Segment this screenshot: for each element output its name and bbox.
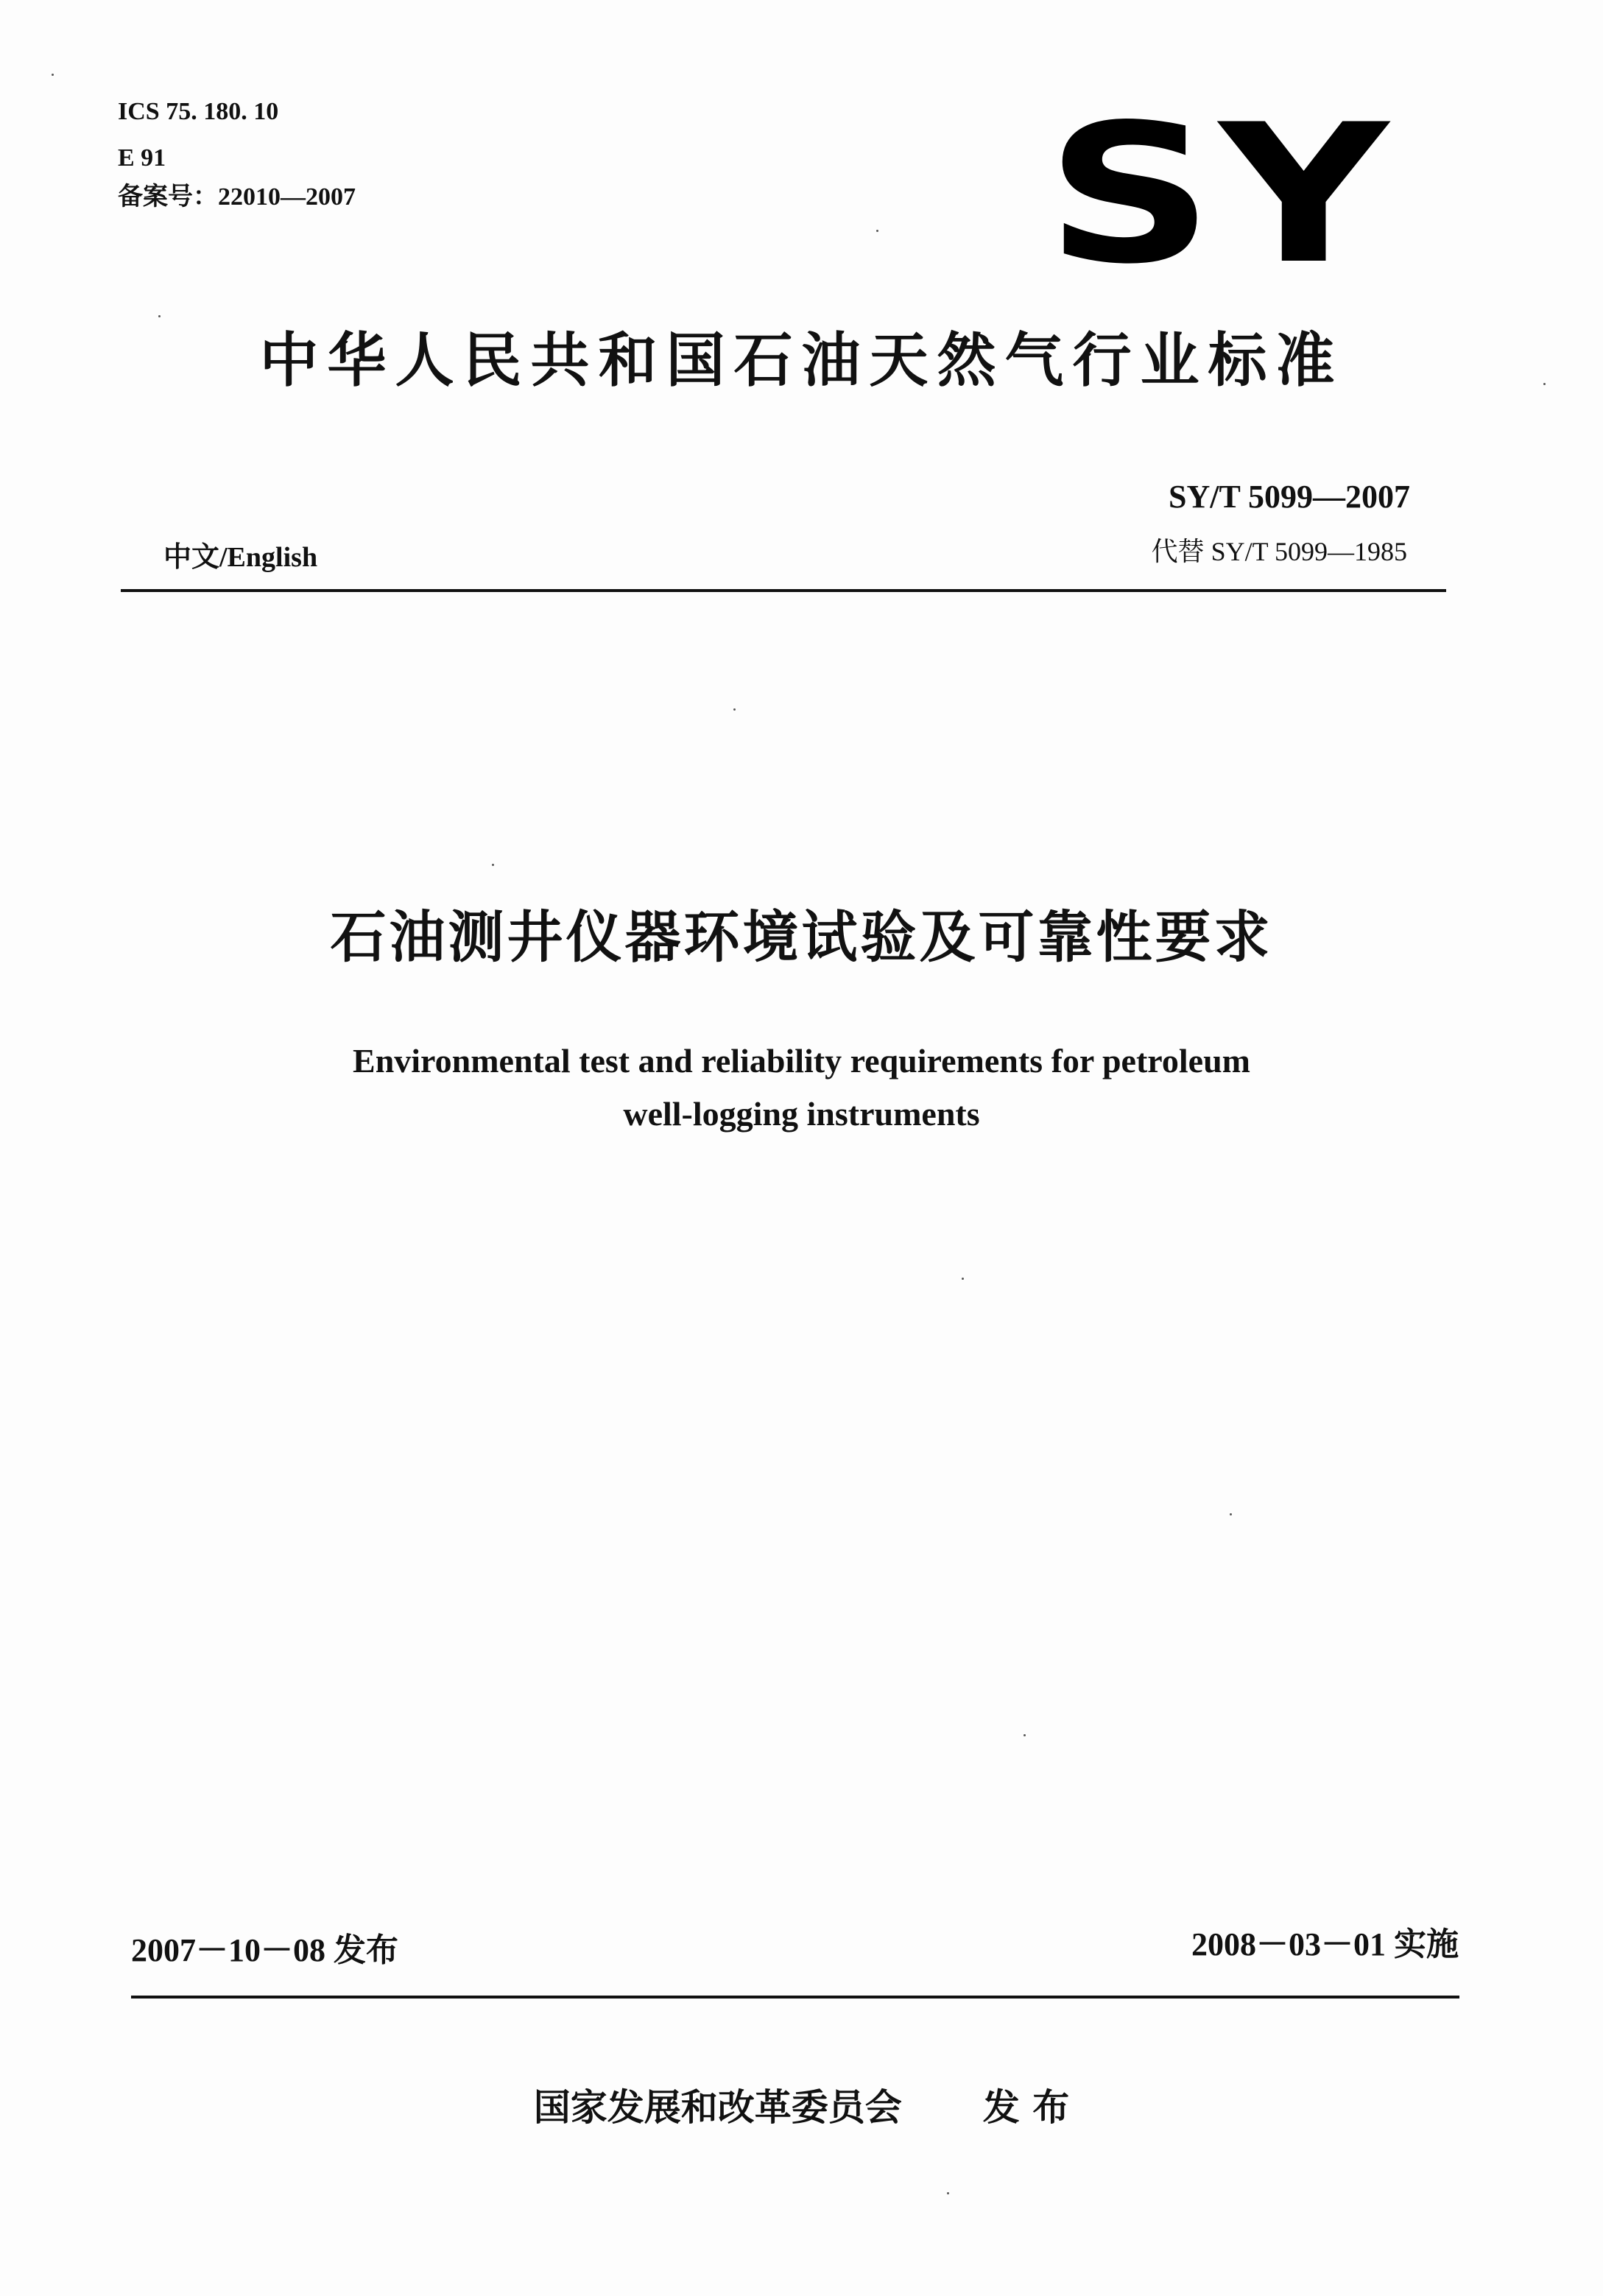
document-title-chinese: 石油测井仪器环境试验及可靠性要求	[330, 904, 1273, 970]
publisher-action: 发 布	[982, 2086, 1070, 2129]
scan-speck	[876, 230, 878, 232]
language-label: 中文/English	[163, 542, 318, 573]
scan-speck	[1230, 1513, 1232, 1515]
replaces-standard: 代替 SY/T 5099—1985	[1151, 537, 1407, 566]
issue-date: 2007－10－08 发布	[131, 1932, 398, 1968]
footer-divider	[131, 1996, 1459, 1999]
document-title-english-line1: Environmental test and reliability requirements for petroleum	[353, 1042, 1250, 1080]
ics-code: ICS 75. 180. 10	[118, 98, 279, 125]
scan-speck	[492, 864, 494, 866]
sy-logo: SY	[1046, 84, 1394, 306]
publisher-organization: 国家发展和改革委员会	[533, 2086, 902, 2129]
publisher-line	[0, 2085, 1603, 2130]
scan-speck	[733, 708, 736, 711]
scan-speck	[158, 315, 161, 317]
scan-speck	[1024, 1734, 1026, 1736]
implementation-date: 2008－03－01 实施	[1191, 1926, 1459, 1962]
document-title-english-line2: well-logging instruments	[623, 1095, 980, 1133]
scan-speck	[1543, 383, 1546, 385]
standard-number: SY/T 5099—2007	[1168, 479, 1410, 515]
scan-speck	[947, 2192, 949, 2194]
standard-series-title: 中华人民共和国石油天然气行业标准	[259, 326, 1344, 395]
classification-code: E 91	[118, 144, 166, 172]
scan-speck	[962, 1278, 964, 1280]
record-number: 备案号：22010—2007	[118, 183, 356, 211]
scan-speck	[52, 74, 54, 76]
header-divider	[121, 589, 1446, 592]
